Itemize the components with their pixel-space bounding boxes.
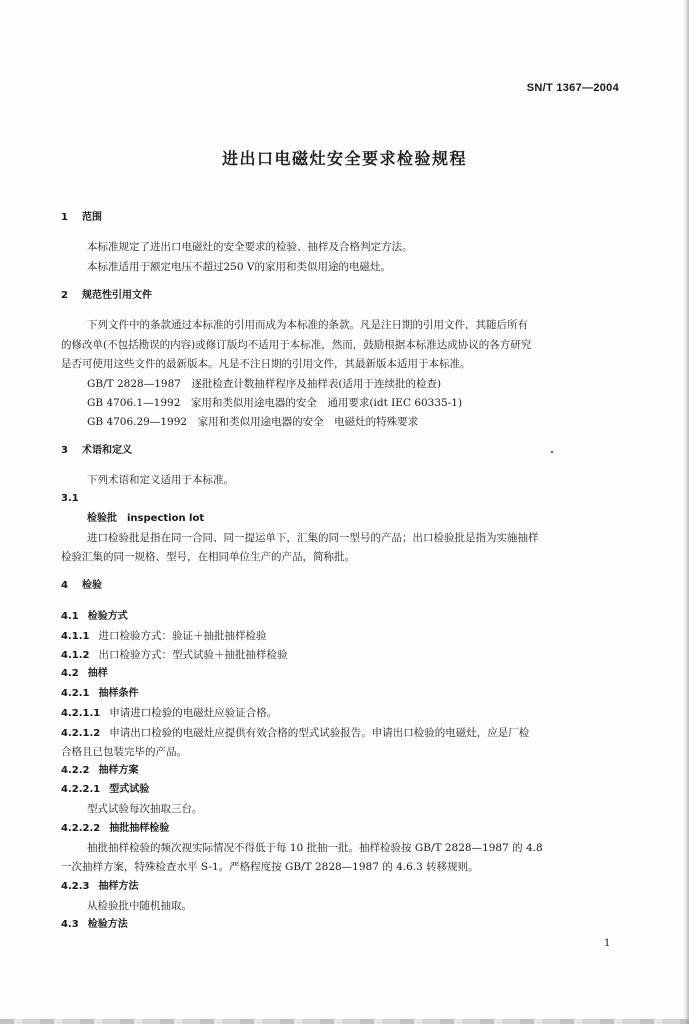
- subsection-4-2-2-2-heading: [61, 822, 169, 836]
- subsection-title: 抽样方法: [98, 881, 139, 892]
- clause-4-2-3-text: 从检验批中随机抽取。: [87, 900, 192, 912]
- subsection-number: 4.2.2.2: [61, 823, 101, 834]
- clause-4-1-1: [61, 629, 266, 644]
- clause-text: 申请进口检验的电磁灶应验证合格。: [109, 707, 278, 719]
- subsection-number: 4.2.2.1: [61, 784, 101, 795]
- term-definition-line-1: 进口检验批是指在同一合同、同一提运单下，汇集的同一型号的产品；出口检验批是指为实施抽样: [87, 532, 539, 544]
- subsection-number: 4.1: [61, 611, 79, 622]
- subsection-number: 4.2.3: [61, 881, 90, 892]
- subsection-4-2-heading: [61, 667, 108, 681]
- subsection-title: 检验方法: [87, 919, 128, 930]
- section-number: 4: [61, 580, 68, 591]
- subsection-title: 检验方式: [87, 611, 128, 622]
- section-number: 2: [61, 290, 68, 301]
- subsection-4-2-2-1-heading: [61, 783, 149, 797]
- section-title: 规范性引用文件: [81, 290, 152, 301]
- clause-text: 申请出口检验的电磁灶应提供有效合格的型式试验报告。申请出口检验的电磁灶，应是厂检: [109, 727, 530, 739]
- section-3-paragraph: 下列术语和定义适用于本标准。: [87, 474, 234, 486]
- section-1-paragraph-2: 本标准适用于额定电压不超过250 V的家用和类似用途的电磁灶。: [87, 261, 391, 273]
- subsection-number: 4.2.1: [61, 688, 90, 699]
- clause-text: 进口检验方式：验证＋抽批抽样检验: [98, 630, 267, 642]
- subsection-title: 抽样: [87, 668, 108, 679]
- subsection-4-2-2-heading: [61, 764, 138, 778]
- subsection-3-1-number: 3.1: [61, 493, 79, 504]
- subsection-number: 4.3: [61, 919, 79, 930]
- clause-text: 出口检验方式：型式试验＋抽批抽样检验: [98, 649, 288, 661]
- subsection-title: 型式试验: [109, 784, 150, 795]
- page-number: 1: [604, 938, 611, 949]
- standard-code: SN/T 1367—2004: [526, 82, 619, 94]
- section-2-paragraph-line-1: 下列文件中的条款通过本标准的引用而成为本标准的条款。凡是注日期的引用文件，其随后所有: [87, 319, 528, 331]
- clause-4-2-1-1: [61, 706, 277, 721]
- subsection-number: 4.2.2: [61, 765, 90, 776]
- scan-speck: [551, 451, 553, 453]
- clause-number: 4.1.1: [61, 631, 90, 642]
- section-4-heading: [61, 579, 102, 593]
- subsection-title: 抽样条件: [98, 688, 139, 699]
- clause-number: 4.2.1.2: [61, 728, 101, 739]
- reference-gb-4706-1: GB 4706.1—1992 家用和类似用途电器的安全 通用要求(idt IEC 60335-1): [87, 397, 463, 409]
- section-title: 范围: [81, 212, 102, 223]
- section-title: 术语和定义: [81, 445, 132, 456]
- subsection-number: 4.2: [61, 668, 79, 679]
- scan-bottom-edge: [0, 1019, 689, 1024]
- clause-number: 4.1.2: [61, 650, 90, 661]
- reference-gb-4706-29: GB 4706.29—1992 家用和类似用途电器的安全 电磁灶的特殊要求: [87, 416, 419, 428]
- document-title: 进出口电磁灶安全要求检验规程: [221, 149, 467, 168]
- clause-4-2-2-1-text: 型式试验每次抽取三台。: [87, 803, 203, 815]
- section-title: 检验: [81, 580, 102, 591]
- clause-4-2-1-2: [61, 726, 529, 741]
- clause-4-2-1-2-line-2: 合格且已包装完毕的产品。: [61, 746, 187, 758]
- section-3-heading: [61, 444, 132, 458]
- subsection-4-1-heading: [61, 610, 128, 624]
- term-definition-line-2: 检验汇集的同一规格、型号，在相同单位生产的产品，简称批。: [61, 551, 355, 563]
- section-1-heading: [61, 211, 102, 225]
- section-number: 1: [61, 212, 68, 223]
- section-2-heading: [61, 289, 152, 303]
- clause-4-2-2-2-line-2: 一次抽样方案，特殊检查水平 S-1。严格程度按 GB/T 2828—1987 的 4.6.3 转移规则。: [61, 861, 479, 873]
- clause-4-1-2: [61, 648, 287, 663]
- clause-number: 4.2.1.1: [61, 708, 101, 719]
- subsection-title: 抽批抽样检验: [109, 823, 170, 834]
- subsection-4-2-1-heading: [61, 687, 138, 701]
- reference-gb-t-2828: GB/T 2828—1987 逐批检查计数抽样程序及抽样表(适用于连续批的检查): [87, 378, 442, 390]
- section-2-paragraph-line-2: 的修改单(不包括勘误的内容)或修订版均不适用于本标准，然而，鼓励根据本标准达成协议的各方研究: [61, 339, 532, 351]
- scan-edge-shadow: [683, 0, 689, 1024]
- term-inspection-lot: 检验批 inspection lot: [87, 513, 205, 524]
- section-1-paragraph-1: 本标准规定了进出口电磁灶的安全要求的检验、抽样及合格判定方法。: [87, 241, 413, 253]
- section-2-paragraph-line-3: 是否可使用这些文件的最新版本。凡是不注日期的引用文件，其最新版本适用于本标准。: [61, 358, 471, 370]
- clause-4-2-2-2-line-1: 抽批抽样检验的频次视实际情况不得低于每 10 批抽一批。抽样检验按 GB/T 2828—1987 的 4.8: [87, 842, 543, 854]
- subsection-4-3-heading: [61, 918, 128, 932]
- section-number: 3: [61, 445, 68, 456]
- subsection-title: 抽样方案: [98, 765, 139, 776]
- subsection-4-2-3-heading: [61, 880, 138, 894]
